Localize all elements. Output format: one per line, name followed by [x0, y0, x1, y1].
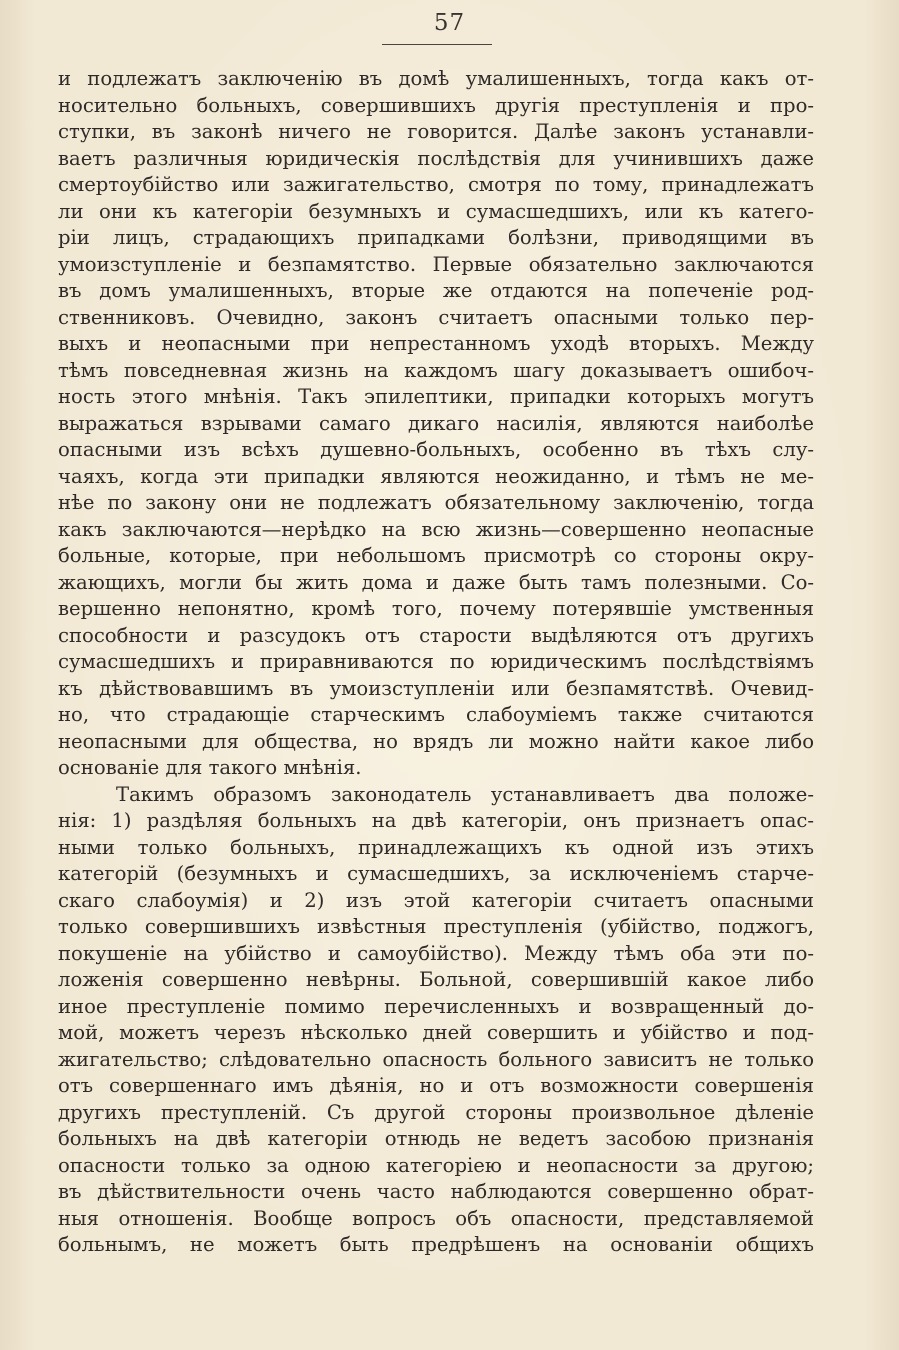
text-line: сумасшедшихъ и приравниваются по юридическимъ послѣдствіямъ [58, 650, 814, 673]
text-line: чаяхъ, когда эти припадки являются неожиданно, и тѣмъ не ме- [58, 464, 814, 488]
text-line: ли они къ категоріи безумныхъ и сумасшедшихъ, или къ катего- [58, 199, 814, 223]
text-line: но, что страдающіе старческимъ слабоуміемъ также считаются [58, 703, 814, 726]
text-line: ріи лицъ, страдающихъ припадками болѣзни, приводящими въ [58, 226, 814, 249]
text-line: больнымъ, не можетъ быть предрѣшенъ на основаніи общихъ [58, 1233, 814, 1256]
text-line: ными только больныхъ, принадлежащихъ къ одной изъ этихъ [58, 835, 814, 859]
text-line: иное преступленіе помимо перечисленныхъ и возвращенный до- [58, 994, 814, 1018]
text-line: въ домъ умалишенныхъ, вторые же отдаются на попеченіе род- [58, 279, 814, 302]
text-line: нія: 1) раздѣляя больныхъ на двѣ категоріи, онъ признаетъ опас- [58, 809, 814, 832]
body-text [58, 66, 814, 1259]
text-line: покушеніе на убійство и самоубійство). Между тѣмъ оба эти по- [58, 941, 814, 965]
text-line: только совершившихъ извѣстныя преступленія (убійство, поджогъ, [58, 915, 814, 938]
text-line: отъ совершеннаго имъ дѣянія, но и отъ возможности совершенія [58, 1074, 814, 1097]
text-line: опасными изъ всѣхъ душевно-больныхъ, особенно въ тѣхъ слу- [58, 438, 814, 461]
text-line: другихъ преступленій. Съ другой стороны произвольное дѣленіе [58, 1100, 814, 1124]
text-line: ныя отношенія. Вообще вопросъ объ опасности, представляемой [58, 1206, 814, 1230]
paragraph [58, 66, 814, 782]
text-line: и подлежатъ заключенію въ домѣ умалишенныхъ, тогда какъ от- [58, 67, 814, 90]
text-line: опасности только за одною категоріею и неопасности за другою; [58, 1153, 814, 1177]
text-line: вершенно непонятно, кромѣ того, почему потерявшіе умственныя [58, 597, 814, 620]
text-line: умоизступленіе и безпамятство. Первые обязательно заключаются [58, 252, 814, 276]
text-line: носительно больныхъ, совершившихъ другія преступленія и про- [58, 93, 814, 117]
text-line: больныхъ на двѣ категоріи отнюдь не ведетъ засобою признанія [58, 1127, 814, 1150]
text-line: ность этого мнѣнія. Такъ эпилептики, припадки которыхъ могутъ [58, 385, 814, 408]
text-line: основаніе для такого мнѣнія. [58, 756, 362, 779]
text-line: какъ заключаются—нерѣдко на всю жизнь—совершенно неопасные [58, 517, 814, 541]
text-line: скаго слабоумія) и 2) изъ этой категоріи считаетъ опасными [58, 888, 814, 912]
text-line: выражаться взрывами самаго дикаго насилія, являются наиболѣе [58, 411, 814, 435]
text-line: Такимъ образомъ законодатель устанавливаетъ два положе- [116, 782, 814, 806]
text-line: мой, можетъ черезъ нѣсколько дней совершить и убійство и под- [58, 1021, 814, 1044]
text-line: въ дѣйствительности очень часто наблюдаются совершенно обрат- [58, 1180, 814, 1203]
text-line: способности и разсудокъ отъ старости выдѣляются отъ другихъ [58, 623, 814, 647]
text-line: ваетъ различныя юридическія послѣдствія для учинившихъ даже [58, 146, 814, 170]
text-line: нѣе по закону они не подлежатъ обязательному заключенію, тогда [58, 491, 814, 514]
text-line: тѣмъ повседневная жизнь на каждомъ шагу доказываетъ ошибоч- [58, 358, 814, 382]
text-line: выхъ и неопасными при непрестанномъ уходѣ вторыхъ. Между [58, 332, 814, 355]
text-line: жигательство; слѣдовательно опасность больного зависитъ не только [58, 1047, 814, 1071]
text-line: больные, которые, при небольшомъ присмотрѣ со стороны окру- [58, 544, 814, 567]
header-rule [382, 44, 492, 45]
text-line: ложенія совершенно невѣрны. Больной, совершившій какое либо [58, 968, 814, 991]
text-line: категорій (безумныхъ и сумасшедшихъ, за исключеніемъ старче- [58, 862, 814, 885]
paragraph [58, 782, 814, 1259]
text-line: смертоубійство или зажигательство, смотря по тому, принадлежатъ [58, 173, 814, 196]
page-number: 57 [433, 10, 466, 36]
text-line: неопасными для общества, но врядъ ли можно найти какое либо [58, 729, 814, 753]
text-line: къ дѣйствовавшимъ въ умоизступленіи или безпамятствѣ. Очевид- [58, 676, 814, 700]
text-line: ственниковъ. Очевидно, законъ считаетъ опасными только пер- [58, 305, 814, 329]
text-line: ступки, въ законѣ ничего не говорится. Далѣе законъ устанавли- [58, 120, 814, 143]
text-line: жающихъ, могли бы жить дома и даже быть тамъ полезными. Со- [58, 570, 814, 594]
